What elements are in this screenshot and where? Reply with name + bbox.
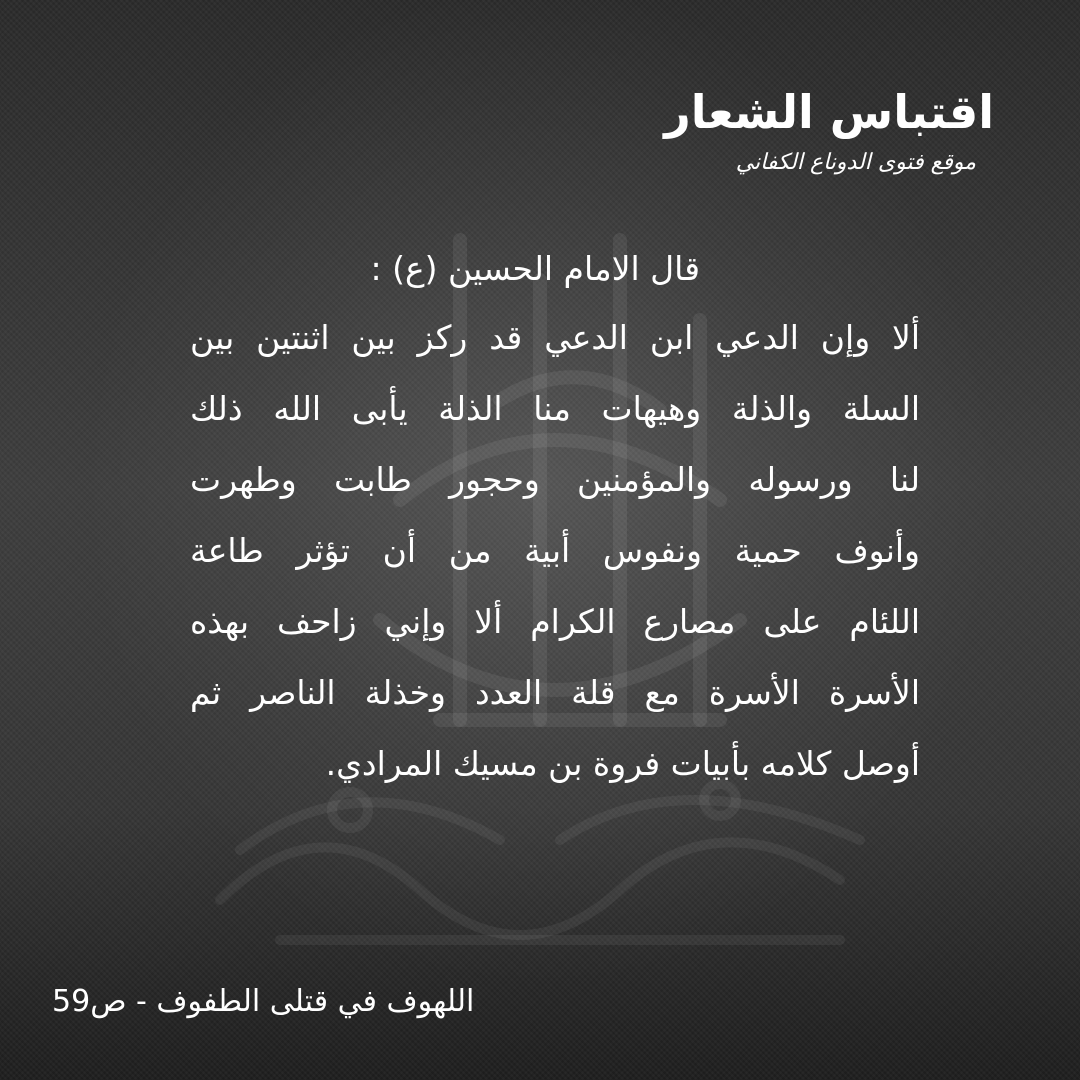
quote-block	[190, 236, 920, 799]
quote-line: وأنوف حمية ونفوس أبية من أن تؤثر طاعة	[190, 531, 920, 570]
quote-line: لنا ورسوله والمؤمنين وحجور طابت وطهرت	[190, 460, 920, 499]
quote-intro: قال الامام الحسين (ع) :	[370, 249, 700, 288]
brand-header	[574, 82, 994, 178]
quote-line: الأسرة الأسرة مع قلة العدد وخذلة الناصر ثم	[190, 673, 920, 712]
source-citation: اللهوف في قتلى الطفوف - ص59	[52, 984, 475, 1019]
quote-line: اللئام على مصارع الكرام ألا وإني زاحف بهذه	[190, 602, 920, 641]
brand-title: اقتباس الشعار	[664, 85, 994, 139]
quote-line: ألا وإن الدعي ابن الدعي قد ركز بين اثنتين بين	[190, 318, 920, 357]
brand-subtitle-calligraphy: موقع فتوى الدوناع الكفاني	[735, 150, 976, 175]
quote-line: أوصل كلامه بأبيات فروة بن مسيك المرادي.	[325, 744, 920, 783]
quote-line: السلة والذلة وهيهات منا الذلة يأبى الله ذلك	[190, 389, 920, 428]
